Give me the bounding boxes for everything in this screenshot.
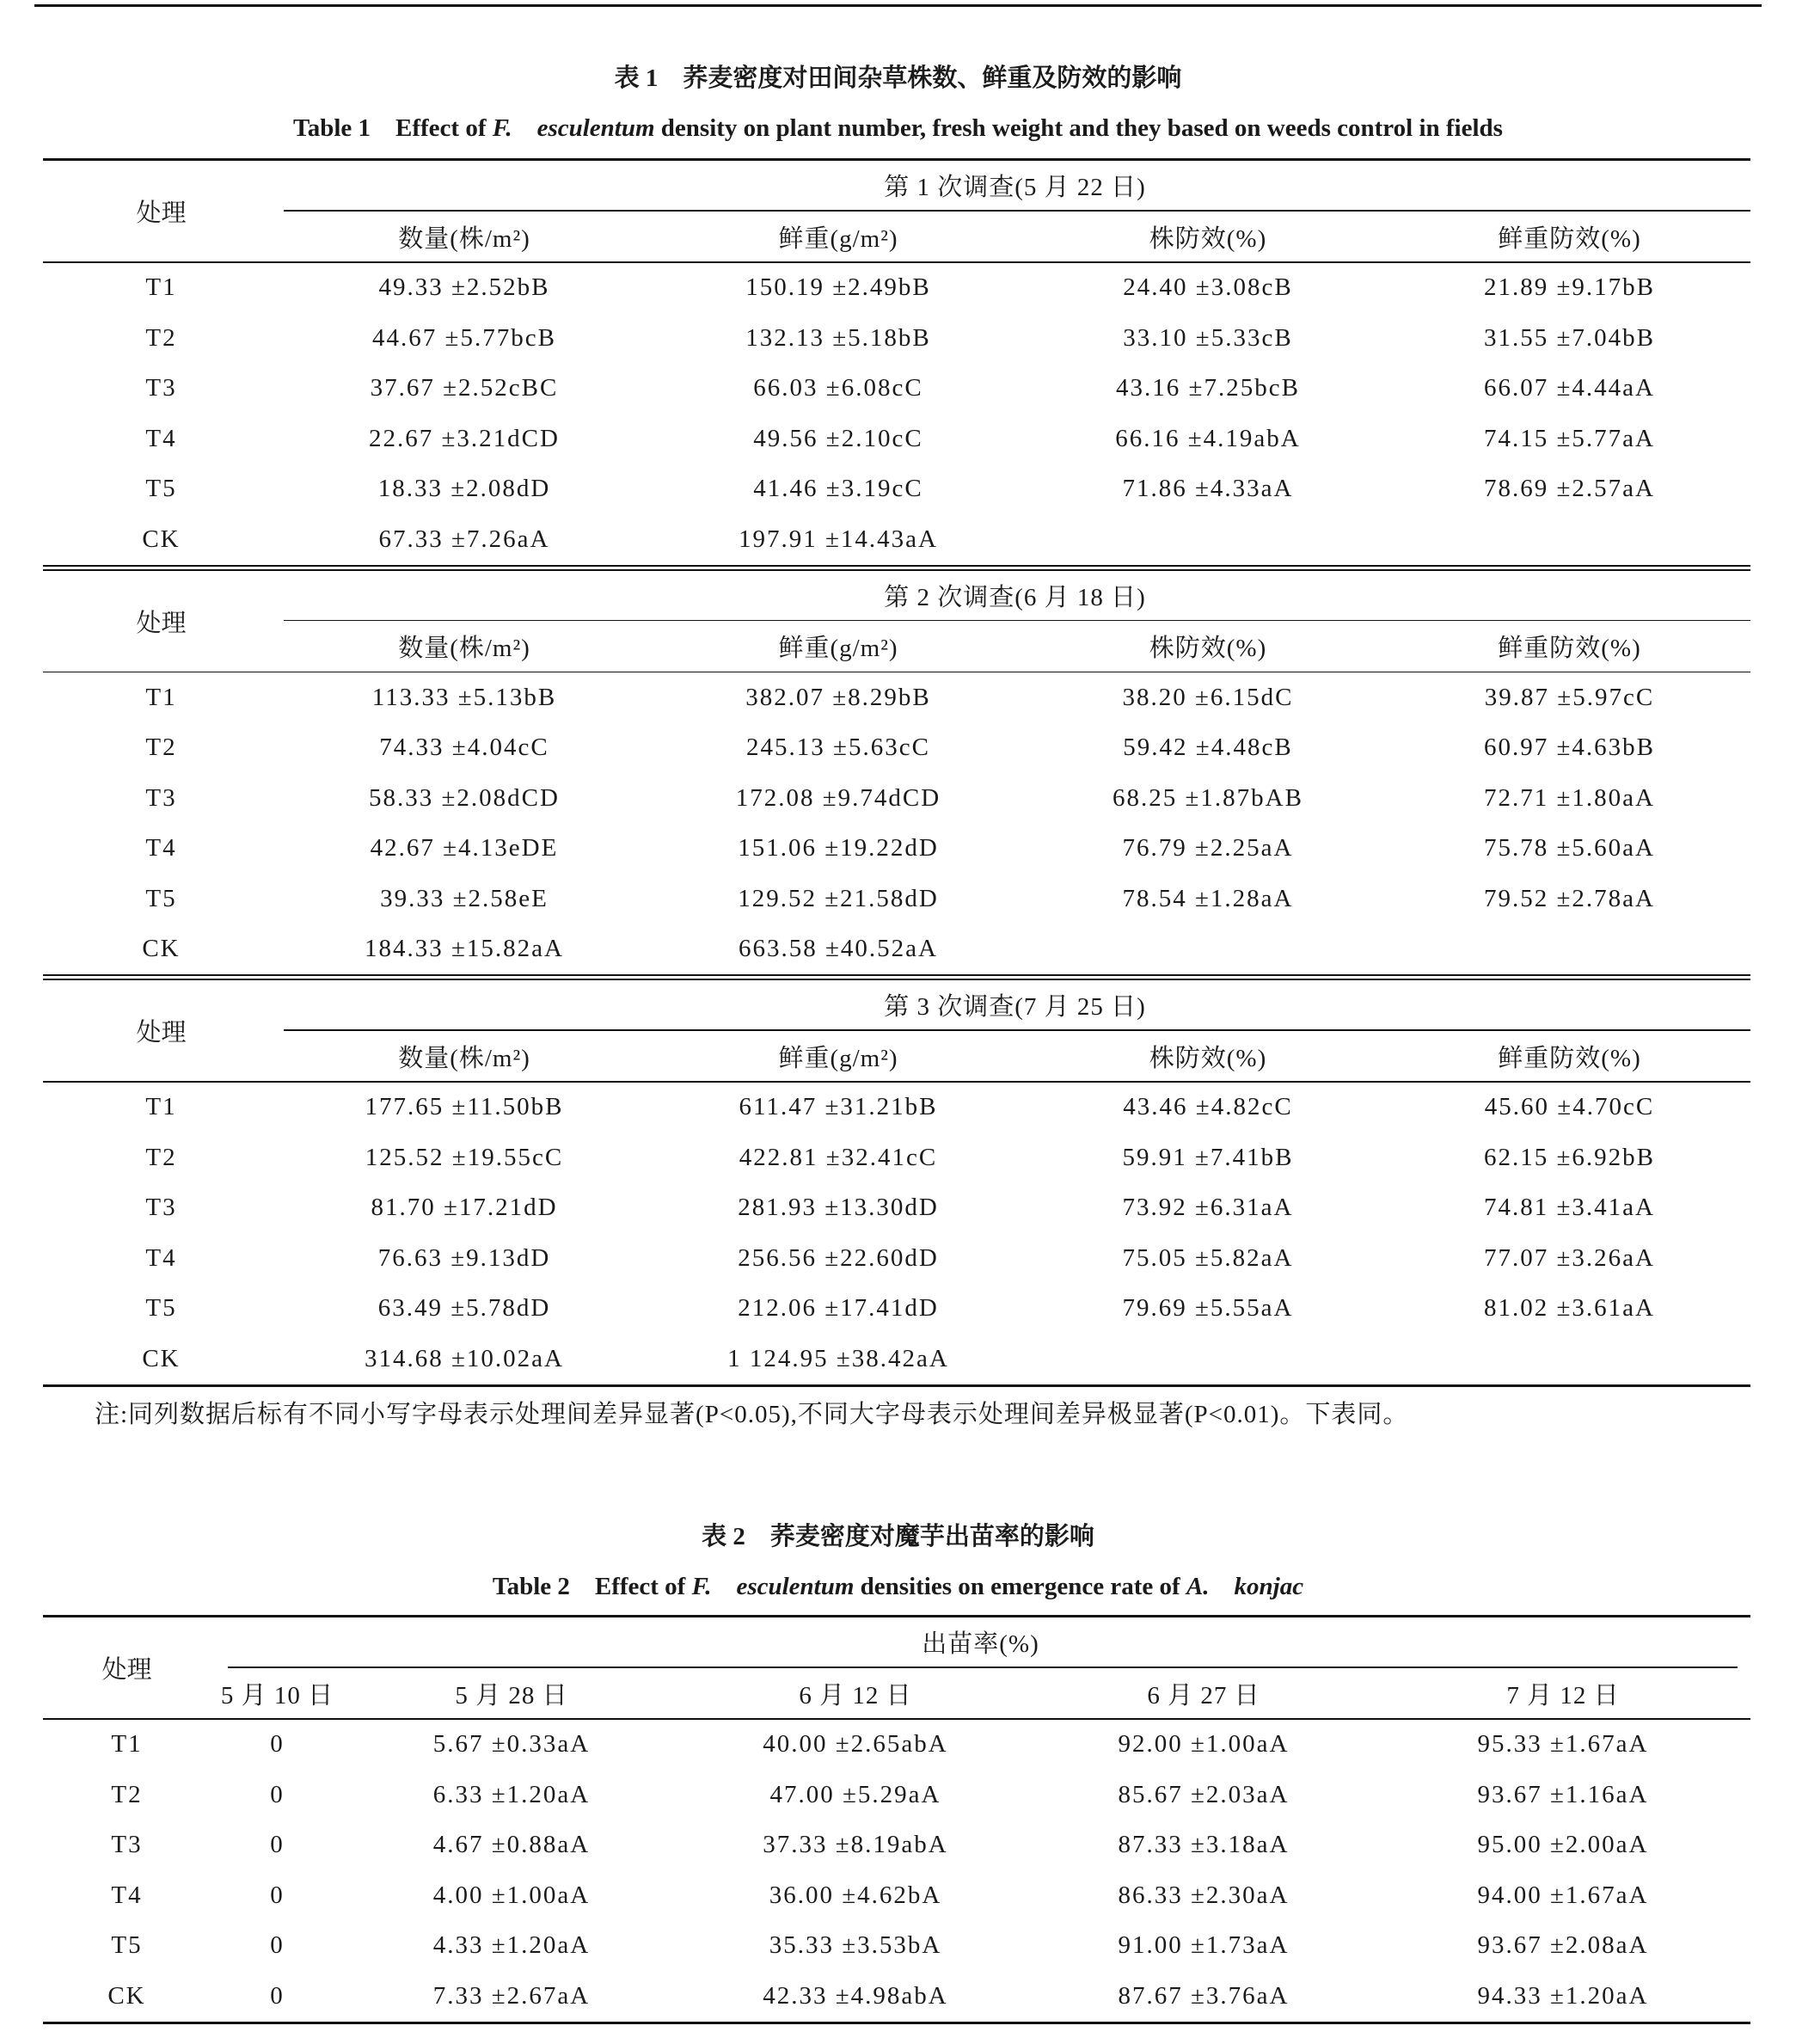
cell-value: 76.63 ±9.13dD bbox=[377, 1243, 551, 1272]
row-label: T1 bbox=[111, 1730, 143, 1759]
cell-value: 1 124.95 ±38.42aA bbox=[727, 1344, 949, 1372]
table2-header bbox=[43, 1617, 1750, 1718]
cell-value: 79.52 ±2.78aA bbox=[1484, 884, 1655, 912]
table-row bbox=[43, 1820, 1750, 1871]
cell-value: 4.67 ±0.88aA bbox=[432, 1831, 591, 1859]
row-label: T2 bbox=[145, 1143, 177, 1171]
column-header: 鲜重防效(%) bbox=[1498, 224, 1641, 253]
cell-value: 95.00 ±2.00aA bbox=[1477, 1831, 1649, 1859]
cell-value: 382.07 ±8.29bB bbox=[745, 683, 931, 711]
cell-value: 87.67 ±3.76aA bbox=[1118, 1981, 1290, 2010]
column-headers bbox=[43, 622, 1750, 672]
cell-value: 40.00 ±2.65abA bbox=[763, 1730, 948, 1759]
cell-value: 281.93 ±13.30dD bbox=[738, 1194, 939, 1222]
cell-value: 42.67 ±4.13eDE bbox=[370, 834, 559, 862]
table-row bbox=[43, 263, 1750, 314]
section-header bbox=[43, 571, 1750, 672]
cell-value: 0 bbox=[270, 1780, 285, 1808]
cell-value: 77.07 ±3.26aA bbox=[1484, 1243, 1655, 1272]
row-label: T1 bbox=[145, 1093, 177, 1121]
cell-value: 92.00 ±1.00aA bbox=[1118, 1730, 1290, 1759]
cell-value: 71.86 ±4.33aA bbox=[1122, 475, 1294, 503]
table-row bbox=[43, 1971, 1750, 2022]
table-row bbox=[43, 824, 1750, 875]
row-label: T5 bbox=[145, 475, 177, 503]
table-row bbox=[43, 1770, 1750, 1820]
table-row bbox=[43, 672, 1750, 723]
cell-value: 31.55 ±7.04bB bbox=[1483, 323, 1655, 352]
table-row bbox=[43, 1183, 1750, 1234]
table-row bbox=[43, 773, 1750, 824]
column-header: 鲜重(g/m²) bbox=[778, 635, 898, 662]
cell-value: 79.69 ±5.55aA bbox=[1122, 1294, 1294, 1323]
cell-value: 132.13 ±5.18bB bbox=[745, 323, 931, 352]
row-label: T1 bbox=[145, 273, 177, 302]
cell-value: 37.33 ±8.19abA bbox=[763, 1831, 948, 1859]
column-headers bbox=[43, 1668, 1750, 1718]
cell-value: 245.13 ±5.63cC bbox=[746, 734, 930, 762]
cell-value: 78.69 ±2.57aA bbox=[1484, 475, 1655, 503]
cell-value: 86.33 ±2.30aA bbox=[1118, 1881, 1290, 1909]
cell-value: 66.16 ±4.19abA bbox=[1115, 424, 1301, 452]
table-row bbox=[43, 414, 1750, 464]
cell-value: 0 bbox=[270, 1831, 285, 1859]
table1-title-en-prefix: Table 1 Effect of bbox=[293, 114, 493, 142]
cell-value: 66.03 ±6.08cC bbox=[753, 374, 923, 402]
row-label: T3 bbox=[111, 1831, 143, 1859]
cell-value: 67.33 ±7.26aA bbox=[378, 525, 550, 553]
cell-value: 93.67 ±2.08aA bbox=[1477, 1931, 1649, 1960]
cell-value: 314.68 ±10.02aA bbox=[365, 1344, 564, 1372]
cell-value: 85.67 ±2.03aA bbox=[1118, 1780, 1290, 1808]
cell-value: 72.71 ±1.80aA bbox=[1484, 783, 1655, 812]
row-label: T5 bbox=[111, 1931, 143, 1960]
row-label: CK bbox=[107, 1981, 146, 2010]
table-row bbox=[43, 1720, 1750, 1771]
cell-value: 78.54 ±1.28aA bbox=[1122, 884, 1294, 912]
section-double-rule bbox=[43, 974, 1750, 980]
page-top-rule bbox=[34, 4, 1762, 7]
table1-title-en-suffix: density on plant number, fresh weight and they based on weeds control in fields bbox=[654, 114, 1503, 142]
cell-value: 0 bbox=[270, 1931, 285, 1960]
cell-value: 422.81 ±32.41cC bbox=[739, 1143, 938, 1171]
cell-value: 6.33 ±1.20aA bbox=[432, 1780, 591, 1808]
table2-title-en-mid: densities on emergence rate of bbox=[854, 1573, 1186, 1600]
table2-title-en-species2: A. konjac bbox=[1186, 1573, 1304, 1600]
cell-value: 129.52 ±21.58dD bbox=[738, 884, 939, 912]
row-label: CK bbox=[142, 1344, 181, 1372]
column-header: 鲜重(g/m²) bbox=[778, 224, 898, 253]
cell-value: 68.25 ±1.87bAB bbox=[1113, 783, 1303, 812]
table1-note: 注:同列数据后标有不同小写字母表示处理间差异显著(P<0.05),不同大字母表示处理间差异极显著(P<0.01)。下表同。 bbox=[95, 1401, 1409, 1428]
cell-value: 151.06 ±19.22dD bbox=[738, 834, 939, 862]
treatment-header: 处理 bbox=[136, 1019, 187, 1047]
cell-value: 43.16 ±7.25bcB bbox=[1116, 374, 1300, 402]
cell-value: 21.89 ±9.17bB bbox=[1483, 273, 1655, 302]
table1 bbox=[43, 158, 1750, 1387]
table1-title-en-species: F. esculentum bbox=[492, 114, 655, 142]
row-label: T5 bbox=[145, 1294, 177, 1323]
cell-value: 0 bbox=[270, 1881, 285, 1909]
row-label: T4 bbox=[145, 1243, 177, 1272]
column-header: 数量(株/m²) bbox=[398, 224, 530, 253]
column-header: 鲜重(g/m²) bbox=[778, 1044, 898, 1072]
table-row bbox=[43, 464, 1750, 515]
row-label: T4 bbox=[111, 1881, 143, 1909]
column-header-spacer bbox=[43, 212, 279, 261]
cell-value: 36.00 ±4.62bA bbox=[769, 1881, 942, 1909]
cell-value: 44.67 ±5.77bcB bbox=[372, 323, 556, 352]
column-header: 株防效(%) bbox=[1149, 635, 1267, 662]
table-row bbox=[43, 723, 1750, 774]
cell-value: 0 bbox=[270, 1981, 285, 2010]
cell-value: 611.47 ±31.21bB bbox=[739, 1093, 938, 1121]
cell-value: 47.00 ±5.29aA bbox=[769, 1780, 941, 1808]
row-label: T2 bbox=[145, 734, 177, 762]
cell-value: 4.33 ±1.20aA bbox=[432, 1931, 591, 1960]
cell-value: 41.46 ±3.19cC bbox=[753, 475, 923, 503]
row-label: CK bbox=[142, 525, 181, 553]
cell-value: 37.67 ±2.52cBC bbox=[370, 374, 559, 402]
cell-value: 76.79 ±2.25aA bbox=[1122, 834, 1294, 862]
column-headers bbox=[43, 212, 1750, 261]
row-label: CK bbox=[142, 935, 181, 963]
cell-value: 18.33 ±2.08dD bbox=[377, 475, 551, 503]
cell-value: 62.15 ±6.92bB bbox=[1483, 1143, 1655, 1171]
cell-value: 0 bbox=[270, 1730, 285, 1759]
row-label: T2 bbox=[111, 1780, 143, 1808]
table2-title-en-prefix: Table 2 Effect of bbox=[492, 1573, 692, 1600]
table-row bbox=[43, 1334, 1750, 1384]
table2-title-en-species: F. esculentum bbox=[691, 1573, 855, 1600]
cell-value: 33.10 ±5.33cB bbox=[1123, 323, 1293, 352]
cell-value: 49.33 ±2.52bB bbox=[378, 273, 550, 302]
cell-value: 35.33 ±3.53bA bbox=[769, 1931, 942, 1960]
cell-value: 74.15 ±5.77aA bbox=[1484, 424, 1655, 452]
cell-value: 59.91 ±7.41bB bbox=[1122, 1143, 1294, 1171]
row-label: T4 bbox=[145, 834, 177, 862]
column-header: 鲜重防效(%) bbox=[1498, 635, 1641, 662]
column-header-spacer bbox=[43, 1031, 279, 1081]
column-header-spacer bbox=[43, 1668, 211, 1718]
column-header: 株防效(%) bbox=[1149, 1044, 1267, 1072]
section-header bbox=[43, 980, 1750, 1081]
cell-value: 73.92 ±6.31aA bbox=[1122, 1194, 1294, 1222]
cell-value: 42.33 ±4.98abA bbox=[763, 1981, 948, 2010]
cell-value: 94.00 ±1.67aA bbox=[1477, 1881, 1649, 1909]
cell-value: 59.42 ±4.48cB bbox=[1123, 734, 1293, 762]
cell-value: 22.67 ±3.21dCD bbox=[369, 424, 560, 452]
table-row bbox=[43, 1132, 1750, 1183]
cell-value: 172.08 ±9.74dCD bbox=[735, 783, 941, 812]
cell-value: 81.70 ±17.21dD bbox=[371, 1194, 558, 1222]
cell-value: 93.67 ±1.16aA bbox=[1477, 1780, 1649, 1808]
cell-value: 60.97 ±4.63bB bbox=[1483, 734, 1655, 762]
table1-title-cn: 表 1 荞麦密度对田间杂草株数、鲜重及防效的影响 bbox=[614, 64, 1182, 92]
table-row bbox=[43, 924, 1750, 975]
column-header-spacer bbox=[43, 622, 279, 672]
table-row bbox=[43, 364, 1750, 414]
cell-value: 74.33 ±4.04cC bbox=[379, 734, 549, 762]
column-header: 株防效(%) bbox=[1149, 224, 1267, 253]
table-bottom-rule bbox=[43, 1384, 1750, 1387]
row-label: T1 bbox=[145, 683, 177, 711]
cell-value: 7.33 ±2.67aA bbox=[432, 1981, 591, 2010]
table-bottom-rule bbox=[43, 2022, 1750, 2024]
table2 bbox=[43, 1615, 1750, 2024]
survey-title: 第 3 次调查(7 月 25 日) bbox=[884, 993, 1146, 1021]
survey-title: 第 2 次调查(6 月 18 日) bbox=[884, 583, 1146, 611]
cell-value: 75.78 ±5.60aA bbox=[1484, 834, 1655, 862]
table-row bbox=[43, 1284, 1750, 1335]
cell-value: 663.58 ±40.52aA bbox=[739, 935, 938, 963]
table2-title-cn: 表 2 荞麦密度对魔芋出苗率的影响 bbox=[702, 1523, 1094, 1550]
cell-value: 43.46 ±4.82cC bbox=[1123, 1093, 1293, 1121]
treatment-header: 处理 bbox=[136, 199, 187, 227]
table-row bbox=[43, 1921, 1750, 1972]
row-label: T2 bbox=[145, 323, 177, 352]
table1-title-en bbox=[0, 108, 1796, 144]
column-header: 7 月 12 日 bbox=[1506, 1681, 1620, 1709]
survey-title: 第 1 次调查(5 月 22 日) bbox=[884, 174, 1146, 201]
treatment-header: 处理 bbox=[136, 609, 187, 637]
column-header: 数量(株/m²) bbox=[398, 1044, 530, 1072]
cell-value: 39.33 ±2.58eE bbox=[380, 884, 549, 912]
column-header: 数量(株/m²) bbox=[398, 635, 530, 662]
row-label: T4 bbox=[145, 424, 177, 452]
cell-value: 177.65 ±11.50bB bbox=[365, 1093, 564, 1121]
cell-value: 38.20 ±6.15dC bbox=[1122, 683, 1294, 711]
cell-value: 4.00 ±1.00aA bbox=[432, 1881, 591, 1909]
cell-value: 45.60 ±4.70cC bbox=[1484, 1093, 1655, 1121]
cell-value: 63.49 ±5.78dD bbox=[377, 1294, 551, 1323]
cell-value: 125.52 ±19.55cC bbox=[365, 1143, 564, 1171]
row-label: T3 bbox=[145, 374, 177, 402]
column-header: 5 月 28 日 bbox=[455, 1681, 568, 1709]
cell-value: 95.33 ±1.67aA bbox=[1477, 1730, 1649, 1759]
table-row bbox=[43, 1083, 1750, 1133]
cell-value: 81.02 ±3.61aA bbox=[1484, 1294, 1655, 1323]
cell-value: 212.06 ±17.41dD bbox=[738, 1294, 939, 1323]
cell-value: 197.91 ±14.43aA bbox=[739, 525, 938, 553]
cell-value: 74.81 ±3.41aA bbox=[1484, 1194, 1655, 1222]
row-label: T3 bbox=[145, 1194, 177, 1222]
cell-value: 113.33 ±5.13bB bbox=[371, 683, 557, 711]
cell-value: 39.87 ±5.97cC bbox=[1484, 683, 1655, 711]
emergence-rate-header: 出苗率(%) bbox=[922, 1630, 1039, 1658]
cell-value: 75.05 ±5.82aA bbox=[1122, 1243, 1294, 1272]
row-label: T5 bbox=[145, 884, 177, 912]
section-double-rule bbox=[43, 565, 1750, 571]
column-header: 6 月 27 日 bbox=[1147, 1681, 1260, 1709]
cell-value: 87.33 ±3.18aA bbox=[1118, 1831, 1290, 1859]
cell-value: 58.33 ±2.08dCD bbox=[369, 783, 560, 812]
column-header: 5 月 10 日 bbox=[220, 1681, 334, 1709]
section-header bbox=[43, 161, 1750, 261]
cell-value: 150.19 ±2.49bB bbox=[745, 273, 931, 302]
table-row bbox=[43, 514, 1750, 565]
table-row bbox=[43, 874, 1750, 924]
table2-title-en bbox=[0, 1567, 1796, 1602]
cell-value: 49.56 ±2.10cC bbox=[753, 424, 923, 452]
row-label: T3 bbox=[145, 783, 177, 812]
column-headers bbox=[43, 1031, 1750, 1081]
cell-value: 184.33 ±15.82aA bbox=[365, 935, 564, 963]
table-row bbox=[43, 1233, 1750, 1284]
column-header: 6 月 12 日 bbox=[799, 1681, 912, 1709]
cell-value: 256.56 ±22.60dD bbox=[738, 1243, 939, 1272]
column-header: 鲜重防效(%) bbox=[1498, 1044, 1641, 1072]
cell-value: 5.67 ±0.33aA bbox=[432, 1730, 591, 1759]
table-row bbox=[43, 313, 1750, 364]
cell-value: 66.07 ±4.44aA bbox=[1484, 374, 1655, 402]
cell-value: 94.33 ±1.20aA bbox=[1477, 1981, 1649, 2010]
treatment-header: 处理 bbox=[101, 1656, 152, 1684]
cell-value: 91.00 ±1.73aA bbox=[1118, 1931, 1290, 1960]
table-row bbox=[43, 1870, 1750, 1921]
cell-value: 24.40 ±3.08cB bbox=[1123, 273, 1293, 302]
